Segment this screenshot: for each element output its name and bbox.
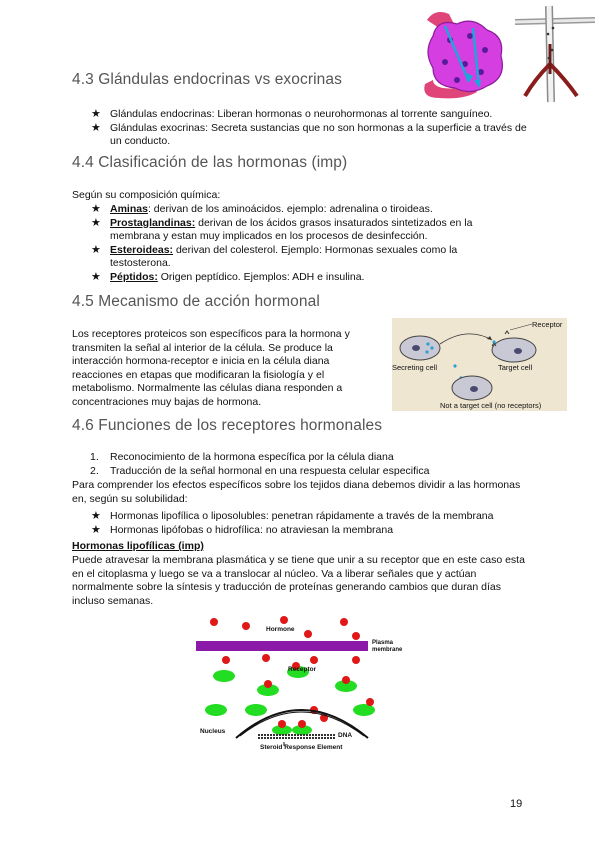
definition: derivan del colesterol. Ejemplo: Hormonas sexuales como la testosterona. <box>110 243 458 269</box>
solubility-paragraph: Para comprender los efectos específicos sobre los tejidos diana debemos dividir a las hormonas en, según su solubilidad: <box>72 479 521 505</box>
item-text: Traducción de la señal hormonal en una respuesta celular especifica <box>110 464 430 477</box>
term: Esteroideas: <box>110 243 174 256</box>
classification-intro: Según su composición química: <box>72 189 221 201</box>
lipophilic-subheading: Hormonas lipofílicas (imp) <box>72 540 204 552</box>
hormone-classification-list <box>88 203 508 284</box>
hormone-label: Hormone <box>266 626 295 633</box>
vessel-illustration <box>515 4 595 104</box>
section-title-4-5: 4.5 Mecanismo de acción hormonal <box>72 293 320 310</box>
list-item <box>88 451 528 465</box>
list-item: ★ Hormonas lipofílica o liposolubles: penetran rápidamente a través de la membrana <box>88 510 528 524</box>
list-item: ★ Glándulas exocrinas: Secreta sustancias que no son hormonas a la superficie a través de un conducto. <box>88 122 528 149</box>
term: Péptidos: <box>110 270 158 283</box>
list-item <box>88 217 508 244</box>
plasma-label: Plasma <box>372 640 394 646</box>
gland-illustration <box>415 6 515 102</box>
sre-label: Steroid Response Element <box>260 744 343 751</box>
section-title-4-4: 4.4 Clasificación de las hormonas (imp) <box>72 154 348 171</box>
item-number: 1. <box>90 451 99 463</box>
receptor-functions-list <box>88 451 528 478</box>
page-number: 19 <box>510 798 523 810</box>
lipophilic-paragraph: Puede atravesar la membrana plasmática y se tiene que unir a su receptor que en este caso esta en el citoplasma y luego se va a translocar al núcleo. Va a liberar señales que y actúan normalmente sobre la síntesis y traducción de proteínas generando cambios que duran días incluso semanas. <box>72 554 525 607</box>
item-number: 2. <box>90 464 99 477</box>
list-item <box>88 244 508 271</box>
dna-label: DNA <box>338 732 353 739</box>
receptor-label: Receptor <box>288 666 317 673</box>
term: Aminas <box>110 203 148 215</box>
section-title-4-6: 4.6 Funciones de los receptores hormonales <box>72 417 383 434</box>
definition: : derivan de los aminoácidos. ejemplo: adrenalina o tiroideas. <box>147 203 433 215</box>
mechanism-paragraph: Los receptores proteicos son específicos para la hormona y transmiten la señal al interior de la célula. Se produce la interacción hormona-receptor e inicia en la célula diana reacciones en etapas que modificaran la fisiología y el metabolismo. Normalmente las células diana responden a concentraciones muy bajas de hormona. <box>72 328 350 408</box>
section-title-4-3: 4.3 Glándulas endocrinas vs exocrinas <box>72 71 342 88</box>
definition: Origen peptídico. Ejemplos: ADH e insulina. <box>157 270 365 283</box>
solubility-list <box>88 510 528 537</box>
list-item <box>88 465 528 479</box>
list-item <box>88 271 508 285</box>
receptor-label: Receptor <box>532 320 563 329</box>
plasma-membrane-label <box>372 640 402 654</box>
endocrine-exocrine-list <box>88 108 528 149</box>
target-cell-figure <box>392 318 567 411</box>
definition: derivan de los ácidos grasos insaturados sintetizados en la membrana y estan muy implicados en los procesos de desinfección. <box>110 216 473 242</box>
item-text: Reconocimiento de la hormona específica por la célula diana <box>110 451 394 463</box>
nucleus-label: Nucleus <box>200 728 226 735</box>
steroid-hormone-figure <box>196 614 408 754</box>
list-item: ★ Glándulas endocrinas: Liberan hormonas o neurohormonas al torrente sanguíneo. <box>88 108 528 122</box>
secreting-cell-label: Secreting cell <box>392 363 438 372</box>
term: Prostaglandinas: <box>110 216 196 229</box>
target-cell-label: Target cell <box>498 363 533 372</box>
steroid-diagram <box>196 614 408 754</box>
list-item: ★ Hormonas lipófobas o hidrofílica: no atraviesan la membrana <box>88 524 528 538</box>
list-item <box>88 203 508 217</box>
membrane-label: membrane <box>372 647 403 653</box>
not-target-cell-label: Not a target cell (no receptors) <box>440 401 542 410</box>
